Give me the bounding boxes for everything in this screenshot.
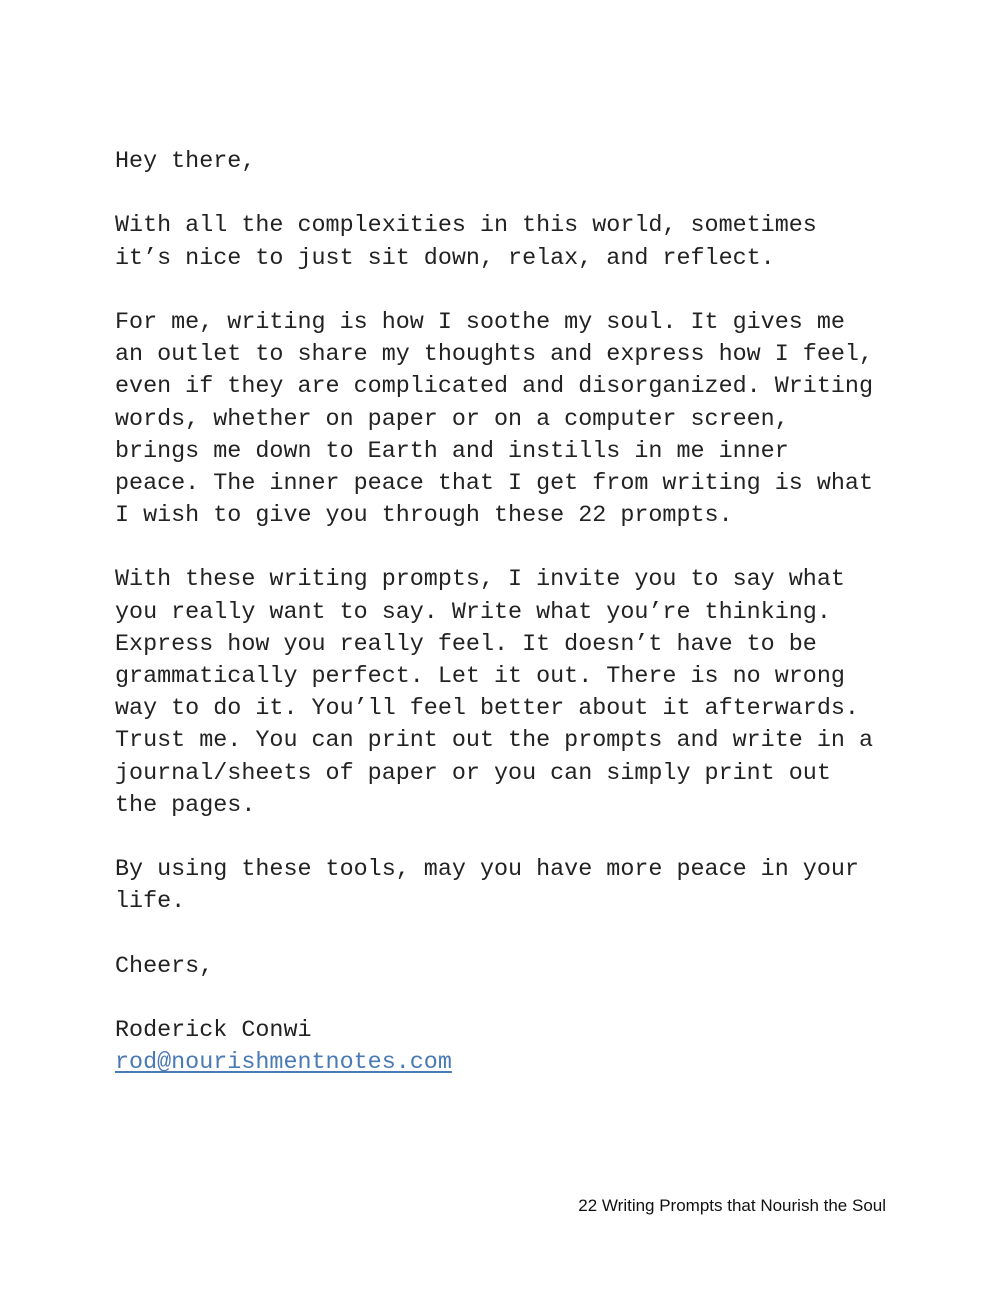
paragraph-gap bbox=[115, 178, 915, 210]
email-link[interactable]: rod@nourishmentnotes.com bbox=[115, 1050, 452, 1077]
paragraph-line: I wish to give you through these 22 prompts. bbox=[115, 503, 733, 530]
paragraph-line: journal/sheets of paper or you can simply print out bbox=[115, 760, 831, 787]
paragraph-1 bbox=[115, 210, 915, 274]
paragraph-line: Express how you really feel. It doesn’t have to be bbox=[115, 631, 817, 658]
paragraph-line: way to do it. You’ll feel better about it afterwards. bbox=[115, 696, 859, 723]
paragraph-line: you really want to say. Write what you’re thinking. bbox=[115, 599, 831, 626]
paragraph-gap bbox=[115, 532, 915, 564]
paragraph-line: life. bbox=[115, 889, 186, 916]
paragraph-line: words, whether on paper or on a computer screen, bbox=[115, 406, 789, 433]
paragraph-line: For me, writing is how I soothe my soul. It gives me bbox=[115, 309, 845, 336]
closing: Cheers, bbox=[115, 953, 214, 980]
greeting: Hey there, bbox=[115, 149, 256, 175]
signature-name: Roderick Conwi bbox=[115, 1018, 312, 1045]
paragraph-line: With these writing prompts, I invite you to say what bbox=[115, 567, 845, 594]
paragraph-line: peace. The inner peace that I get from writing is what bbox=[115, 470, 873, 497]
letter-body bbox=[115, 146, 915, 1079]
paragraph-gap bbox=[115, 822, 915, 854]
paragraph-line: Trust me. You can print out the prompts and write in a bbox=[115, 728, 873, 755]
paragraph-line: brings me down to Earth and instills in me inner bbox=[115, 438, 789, 465]
paragraph-line: With all the complexities in this world, sometimes bbox=[115, 213, 817, 240]
paragraph-gap bbox=[115, 983, 915, 1015]
paragraph-line: it’s nice to just sit down, relax, and reflect. bbox=[115, 245, 775, 272]
paragraph-gap bbox=[115, 275, 915, 307]
paragraph-gap bbox=[115, 919, 915, 951]
paragraph-line: even if they are complicated and disorganized. Writing bbox=[115, 374, 873, 401]
footer-title: 22 Writing Prompts that Nourish the Soul bbox=[578, 1196, 886, 1215]
paragraph-2 bbox=[115, 307, 915, 532]
paragraph-line: the pages. bbox=[115, 792, 256, 819]
paragraph-4 bbox=[115, 854, 915, 918]
paragraph-line: grammatically perfect. Let it out. There is no wrong bbox=[115, 664, 845, 690]
paragraph-line: By using these tools, may you have more peace in your bbox=[115, 857, 859, 884]
paragraph-3 bbox=[115, 564, 915, 822]
paragraph-line: an outlet to share my thoughts and express how I feel, bbox=[115, 342, 873, 369]
signature-email-row bbox=[115, 1047, 915, 1079]
